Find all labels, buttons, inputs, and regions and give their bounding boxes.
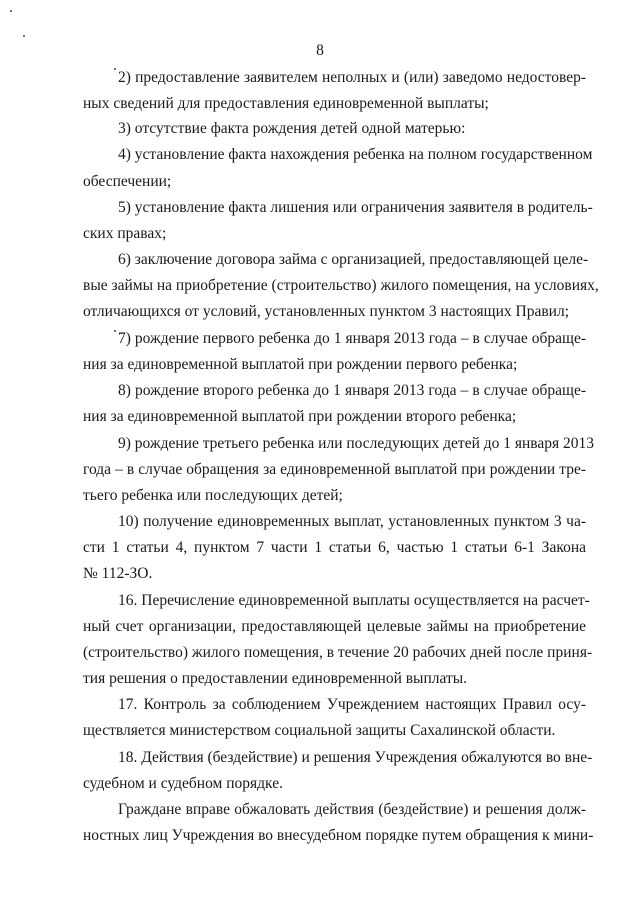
text-line: 5) установление факта лишения или ограничения заявителя в родитель- [118, 199, 593, 216]
text-line: 18. Действия (бездействие) и решения Учреждения обжалуются во вне- [118, 749, 593, 766]
text-line: 9) рождение третьего ребенка или последующих детей до 1 января 2013 [118, 435, 595, 452]
text-line: 10) получение единовременных выплат, установленных пунктом 3 ча- [118, 513, 586, 530]
text-line: 16. Перечисление единовременной выплаты осуществляется на расчет- [118, 592, 590, 609]
text-line: Граждане вправе обжаловать действия (бездействие) и решения долж- [118, 801, 586, 818]
scan-speck [114, 68, 116, 70]
text-line: ния за единовременной выплатой при рождении второго ребенка; [83, 408, 517, 425]
text-line: ный счет организации, предоставляющей целевые займы на приобретение [83, 618, 586, 635]
scan-speck [23, 35, 25, 37]
text-line: 4) установление факта нахождения ребенка на полном государственном [118, 146, 593, 163]
text-line: ских правах; [83, 225, 167, 242]
text-line: ных сведений для предоставления единовременной выплаты; [83, 95, 489, 112]
text-line: № 112-ЗО. [83, 565, 153, 582]
text-line: обеспечении; [83, 173, 172, 190]
text-line: 7) рождение первого ребенка до 1 января 2013 года – в случае обраще- [118, 330, 586, 347]
text-line: года – в случае обращения за единовременной выплатой при рождении тре- [83, 461, 586, 478]
text-line: 8) рождение второго ребенка до 1 января 2013 года – в случае обраще- [118, 382, 586, 399]
text-line: 2) предоставление заявителем неполных и (или) заведомо недостовер- [118, 69, 586, 86]
text-line: 6) заключение договора займа с организацией, предоставляющей целе- [118, 251, 589, 268]
page-number: 8 [316, 42, 324, 59]
text-line: ществляется министерством социальной защиты Сахалинской области. [83, 722, 556, 739]
text-line: сти 1 статьи 4, пунктом 7 части 1 статьи 6, частью 1 статьи 6-1 Закона [83, 539, 586, 556]
text-line: отличающихся от условий, установленных пунктом 3 настоящих Правил; [83, 303, 570, 320]
text-line: вые займы на приобретение (строительство) жилого помещения, на условиях, [83, 277, 599, 294]
text-line: 3) отсутствие факта рождения детей одной матерью: [118, 120, 466, 137]
text-line: (строительство) жилого помещения, в течение 20 рабочих дней после приня- [83, 644, 593, 661]
scan-speck [114, 330, 116, 332]
text-line: 17. Контроль за соблюдением Учреждением настоящих Правил осу- [118, 696, 586, 713]
text-line: судебном и судебном порядке. [83, 775, 283, 792]
text-line: тия решения о предоставлении единовременной выплаты. [83, 670, 468, 687]
text-line: тьего ребенка или последующих детей; [83, 487, 343, 504]
scan-speck [10, 10, 12, 12]
text-line: ностных лиц Учреждения во внесудебном порядке путем обращения к мини- [83, 827, 594, 844]
text-line: ния за единовременной выплатой при рождении первого ребенка; [83, 356, 518, 373]
